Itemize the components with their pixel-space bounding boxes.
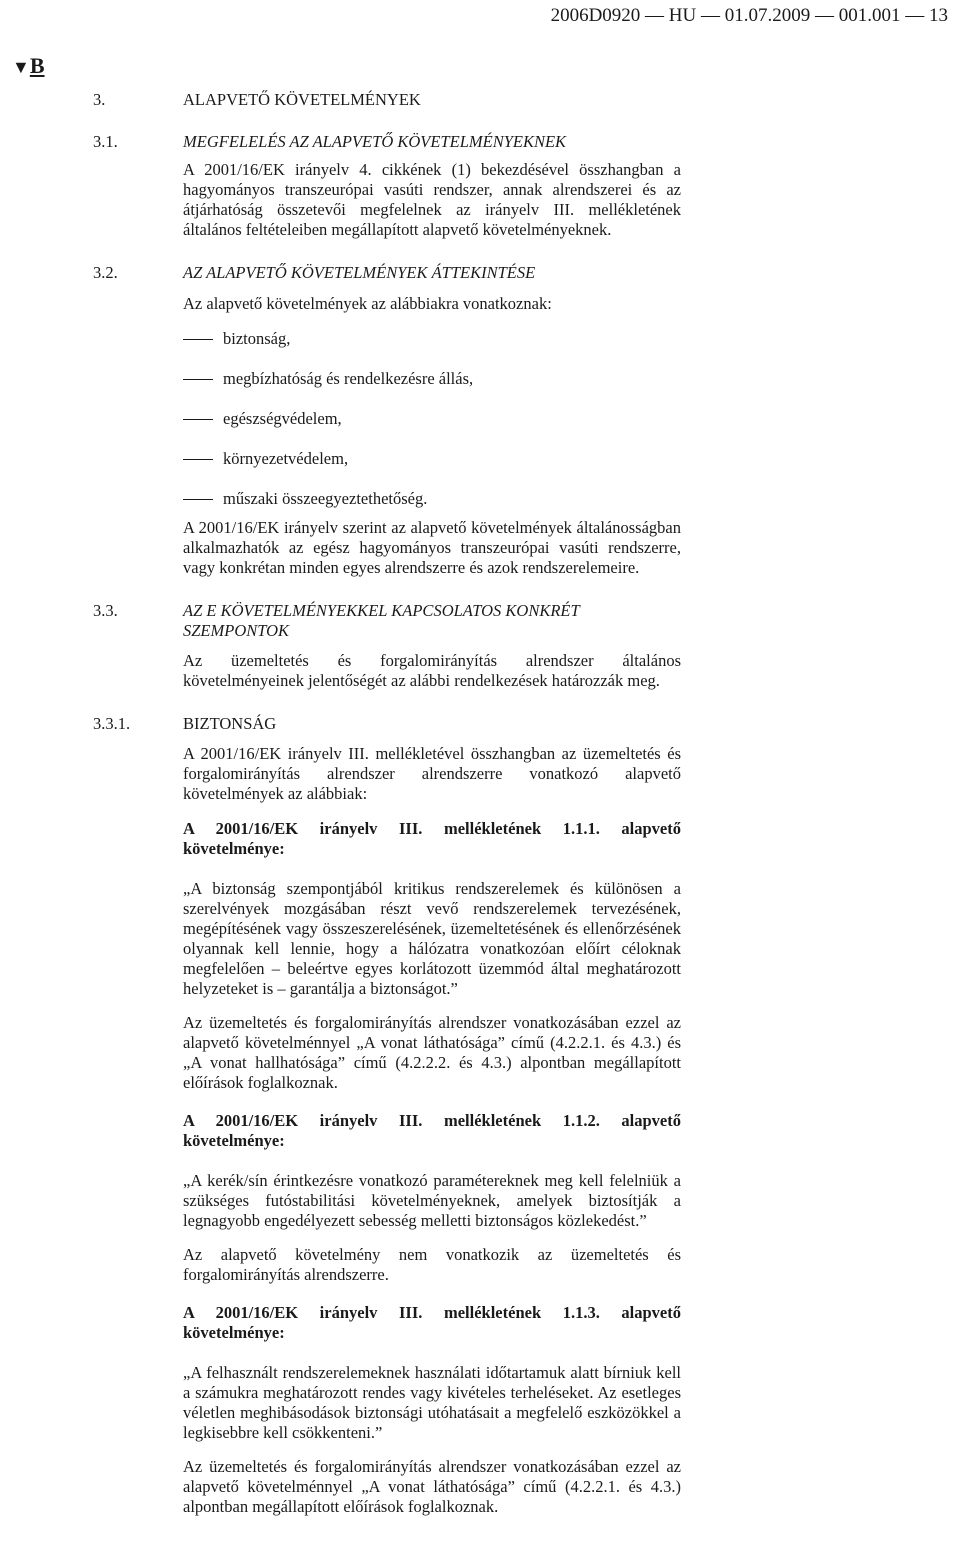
requirement-quote: „A kerék/sín érintkezésre vonatkozó paramétereknek meg kell felelniük a szükséges futóstabilitási követelményeknek, amelyek biztosítják a legnagyobb engedélyezett sebesség melletti biztonságos közlekedést.” xyxy=(183,1171,681,1230)
section-number: 3. xyxy=(93,90,106,109)
section-3-3-1-heading xyxy=(93,714,681,734)
section-number: 3.3.1. xyxy=(93,714,131,733)
section-number: 3.2. xyxy=(93,263,118,282)
dash-icon xyxy=(183,459,213,460)
marker-letter: B xyxy=(29,53,45,78)
dash-icon xyxy=(183,339,213,340)
section-title: AZ E KÖVETELMÉNYEKKEL KAPCSOLATOS KONKRÉT SZEMPONTOK xyxy=(183,601,580,640)
requirement-title: A 2001/16/EK irányelv III. mellékletének 1.1.3. alapvető követelménye: xyxy=(183,1303,681,1342)
list-item: biztonság, xyxy=(183,329,681,349)
amendment-marker xyxy=(12,53,45,79)
list-item: egészségvédelem, xyxy=(183,409,681,429)
requirement-quote: „A felhasznált rendszerelemeknek használati időtartamuk alatt bírniuk kell a számukra meghatározott rendes vagy kivételes terheléseket. Az esetleges véletlen meghibásodások biztonsági utóhatásait a megfelelő eszközökkel a legkisebbre kell csökkenteni.” xyxy=(183,1363,681,1442)
paragraph: A 2001/16/EK irányelv szerint az alapvető követelmények általánosságban alkalmazhatók az egész hagyományos transzeurópai vasúti rendszerre, vagy konkrétan minden egyes alrendszerre és azok rendszerelemeire. xyxy=(183,518,681,577)
paragraph: Az üzemeltetés és forgalomirányítás alrendszer általános követelményeinek jelentőségét az alábbi rendelkezések határozzák meg. xyxy=(183,651,681,690)
section-3-2-heading xyxy=(93,263,681,283)
list-item: megbízhatóság és rendelkezésre állás, xyxy=(183,369,681,389)
paragraph: Az alapvető követelmény nem vonatkozik az üzemeltetés és forgalomirányítás alrendszerre. xyxy=(183,1245,681,1284)
section-3-heading xyxy=(93,90,681,110)
section-3-1-heading xyxy=(93,132,681,152)
triangle-icon: ▼ xyxy=(12,57,30,77)
requirement-title: A 2001/16/EK irányelv III. mellékletének 1.1.2. alapvető követelménye: xyxy=(183,1111,681,1150)
section-title: ALAPVETŐ KÖVETELMÉNYEK xyxy=(183,90,421,109)
paragraph: A 2001/16/EK irányelv 4. cikkének (1) bekezdésével összhangban a hagyományos transzeurópai vasúti rendszer, annak alrendszerei és az átjárhatóság összetevői megfelelnek az irányelv III. mellékletének általános feltételeiben megállapított alapvető követelményeknek. xyxy=(183,160,681,239)
paragraph: Az alapvető követelmények az alábbiakra vonatkoznak: xyxy=(183,294,552,313)
section-title: AZ ALAPVETŐ KÖVETELMÉNYEK ÁTTEKINTÉSE xyxy=(183,263,536,282)
document-body xyxy=(93,90,681,1517)
requirement-quote: „A biztonság szempontjából kritikus rendszerelemek és különösen a szerelvények mozgásában részt vevő rendszerelemek tervezésének, megépítésének vagy összeszerelésének, üzemeltetésének és ellenőrzésének olyannak kell lennie, hogy a hálózatra vonatkozóan előírt céloknak megfelelően – beleértve egyes korlátozott üzemmód által meghatározott helyzeteket is – garantálja a biztonságot.” xyxy=(183,879,681,998)
paragraph: Az üzemeltetés és forgalomirányítás alrendszer vonatkozásában ezzel az alapvető követelménnyel „A vonat láthatósága” című (4.2.2.1. és 4.3.) és „A vonat hallhatósága” című (4.2.2.2. és 4.3.) alpontban megállapított előírások foglalkoznak. xyxy=(183,1013,681,1092)
list-item: környezetvédelem, xyxy=(183,449,681,469)
paragraph: Az üzemeltetés és forgalomirányítás alrendszer vonatkozásában ezzel az alapvető követelménnyel „A vonat láthatósága” című (4.2.2.1. és 4.3.) alpontban megállapított előírások foglalkoznak. xyxy=(183,1457,681,1516)
section-number: 3.3. xyxy=(93,601,118,620)
section-title: BIZTONSÁG xyxy=(183,714,277,733)
dash-icon xyxy=(183,499,213,500)
dash-icon xyxy=(183,419,213,420)
dash-icon xyxy=(183,379,213,380)
section-title: MEGFELELÉS AZ ALAPVETŐ KÖVETELMÉNYEKNEK xyxy=(183,132,567,151)
section-number: 3.1. xyxy=(93,132,118,151)
list-item: műszaki összeegyeztethetőség. xyxy=(183,489,681,509)
requirement-title: A 2001/16/EK irányelv III. mellékletének 1.1.1. alapvető követelménye: xyxy=(183,819,681,858)
page-header: 2006D0920 — HU — 01.07.2009 — 001.001 — 13 xyxy=(550,5,948,26)
section-3-3-heading xyxy=(93,601,681,641)
paragraph: A 2001/16/EK irányelv III. mellékletével összhangban az üzemeltetés és forgalomirányítás alrendszer alrendszerre vonatkozó alapvető követelmények az alábbiak: xyxy=(183,744,681,803)
